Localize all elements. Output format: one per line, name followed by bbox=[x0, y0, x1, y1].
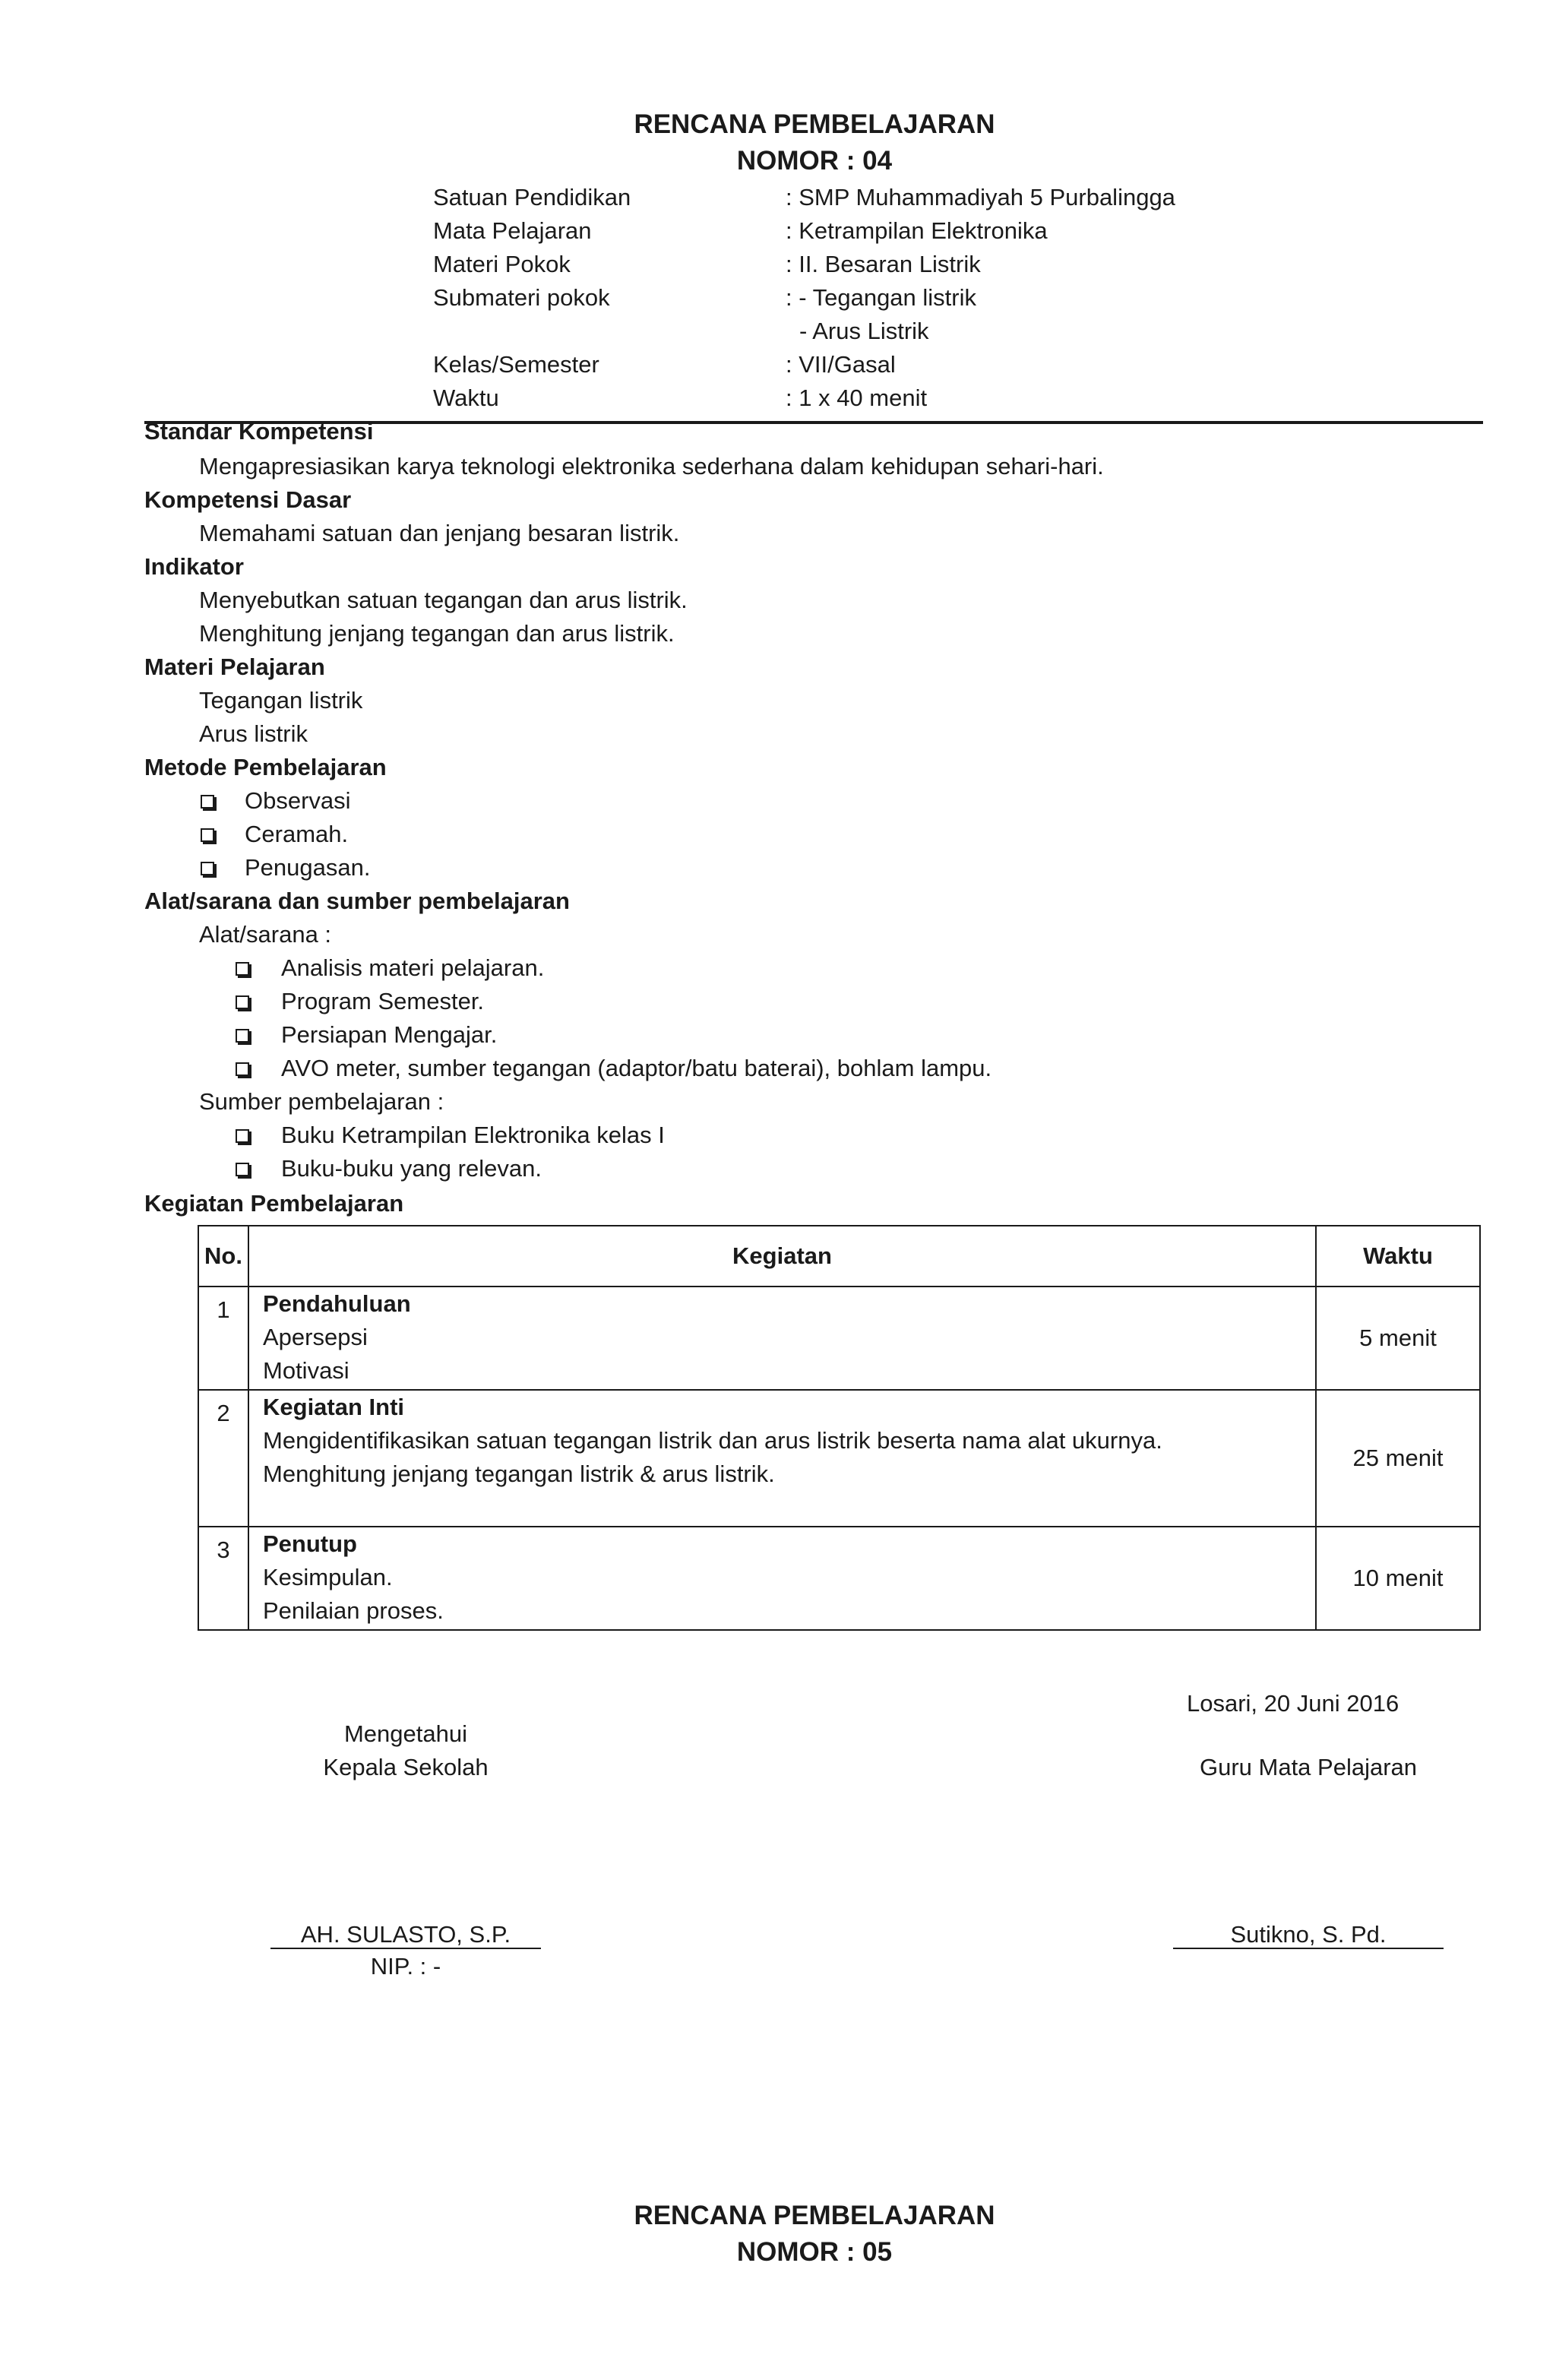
info-value-kelas: : VII/Gasal bbox=[786, 351, 896, 378]
info-label-kelas: Kelas/Semester bbox=[433, 351, 599, 378]
row-activity bbox=[248, 1527, 1316, 1630]
row-number: 2 bbox=[198, 1390, 248, 1527]
alat-item: Program Semester. bbox=[281, 988, 485, 1014]
table-row bbox=[198, 1527, 1480, 1630]
info-value-mapel: : Ketrampilan Elektronika bbox=[786, 217, 1048, 244]
alat-label: Alat/sarana : bbox=[199, 921, 332, 948]
materi-item: Arus listrik bbox=[199, 720, 308, 747]
checkbox-bullet-icon bbox=[236, 1129, 249, 1143]
signature-left-line2: Kepala Sekolah bbox=[323, 1754, 489, 1780]
metode-heading: Metode Pembelajaran bbox=[144, 754, 387, 780]
metode-item: Ceramah. bbox=[245, 821, 349, 847]
signature-left-line1: Mengetahui bbox=[343, 1720, 467, 1747]
info-label-submateri: Submateri pokok bbox=[433, 284, 610, 311]
materi-item: Tegangan listrik bbox=[199, 687, 363, 714]
checkbox-bullet-icon bbox=[201, 795, 214, 809]
next-document-title: RENCANA PEMBELAJARAN bbox=[634, 2201, 995, 2230]
row-number: 3 bbox=[198, 1527, 248, 1630]
metode-item: Penugasan. bbox=[245, 854, 371, 881]
table-header-row bbox=[198, 1226, 1480, 1287]
teacher-name: Sutikno, S. Pd. bbox=[1230, 1921, 1387, 1948]
metode-item: Observasi bbox=[245, 787, 351, 814]
info-value-materi: : II. Besaran Listrik bbox=[786, 251, 981, 277]
checkbox-bullet-icon bbox=[236, 1163, 249, 1176]
principal-name: AH. SULASTO, S.P. bbox=[300, 1921, 511, 1948]
info-value-satuan: : SMP Muhammadiyah 5 Purbalingga bbox=[786, 184, 1175, 210]
checkbox-bullet-icon bbox=[236, 1029, 249, 1043]
column-header-kegiatan: Kegiatan bbox=[248, 1226, 1316, 1287]
table-row bbox=[198, 1390, 1480, 1527]
kegiatan-heading: Kegiatan Pembelajaran bbox=[144, 1190, 404, 1217]
activity-line: Penilaian proses. bbox=[263, 1597, 444, 1624]
activity-line: Mengidentifikasikan satuan tegangan listrik dan arus listrik beserta nama alat ukurnya. bbox=[263, 1427, 1162, 1454]
activity-line: Menghitung jenjang tegangan listrik & arus listrik. bbox=[263, 1461, 775, 1487]
row-number: 1 bbox=[198, 1287, 248, 1390]
activity-title: Pendahuluan bbox=[263, 1290, 411, 1317]
standar-kompetensi-text: Mengapresiasikan karya teknologi elektronika sederhana dalam kehidupan sehari-hari. bbox=[199, 453, 1104, 479]
document-number: NOMOR : 04 bbox=[736, 146, 893, 176]
info-label-satuan: Satuan Pendidikan bbox=[433, 184, 631, 210]
checkbox-bullet-icon bbox=[236, 962, 249, 976]
alat-item: Analisis materi pelajaran. bbox=[281, 954, 545, 981]
activity-line: Apersepsi bbox=[263, 1324, 368, 1350]
row-time: 5 menit bbox=[1316, 1287, 1480, 1390]
kegiatan-table bbox=[198, 1225, 1481, 1631]
kompetensi-dasar-heading: Kompetensi Dasar bbox=[144, 486, 352, 513]
activity-line: Motivasi bbox=[263, 1357, 349, 1384]
checkbox-bullet-icon bbox=[201, 828, 214, 842]
row-time: 25 menit bbox=[1316, 1390, 1480, 1527]
sumber-item: Buku-buku yang relevan. bbox=[281, 1155, 542, 1182]
document-title: RENCANA PEMBELAJARAN bbox=[634, 109, 995, 139]
indikator-heading: Indikator bbox=[144, 553, 244, 580]
next-document-number: NOMOR : 05 bbox=[736, 2237, 893, 2267]
info-value-waktu: : 1 x 40 menit bbox=[786, 385, 928, 411]
row-activity bbox=[248, 1390, 1316, 1527]
sumber-label: Sumber pembelajaran : bbox=[199, 1088, 444, 1115]
activity-title: Penutup bbox=[263, 1530, 357, 1557]
info-label-mapel: Mata Pelajaran bbox=[433, 217, 592, 244]
activity-title: Kegiatan Inti bbox=[263, 1394, 405, 1420]
row-time: 10 menit bbox=[1316, 1527, 1480, 1630]
info-label-materi: Materi Pokok bbox=[433, 251, 571, 277]
kompetensi-dasar-text: Memahami satuan dan jenjang besaran listrik. bbox=[199, 520, 680, 546]
checkbox-bullet-icon bbox=[236, 995, 249, 1009]
column-header-waktu: Waktu bbox=[1316, 1226, 1480, 1287]
signature-right-line: Guru Mata Pelajaran bbox=[1199, 1754, 1418, 1780]
alat-heading: Alat/sarana dan sumber pembelajaran bbox=[144, 888, 570, 914]
sumber-item: Buku Ketrampilan Elektronika kelas I bbox=[281, 1122, 665, 1148]
materi-heading: Materi Pelajaran bbox=[144, 654, 325, 680]
place-date: Losari, 20 Juni 2016 bbox=[1187, 1690, 1399, 1717]
principal-signature-line bbox=[270, 1948, 541, 1949]
alat-item: Persiapan Mengajar. bbox=[281, 1021, 498, 1048]
standar-kompetensi-heading: Standar Kompetensi bbox=[144, 418, 374, 445]
column-header-no: No. bbox=[198, 1226, 248, 1287]
checkbox-bullet-icon bbox=[236, 1062, 249, 1076]
activity-line: Kesimpulan. bbox=[263, 1564, 393, 1590]
teacher-signature-line bbox=[1173, 1948, 1444, 1949]
info-label-waktu: Waktu bbox=[433, 385, 499, 411]
checkbox-bullet-icon bbox=[201, 862, 214, 875]
principal-nip: NIP. : - bbox=[370, 1953, 441, 1980]
indikator-item: Menghitung jenjang tegangan dan arus listrik. bbox=[199, 620, 675, 647]
row-activity bbox=[248, 1287, 1316, 1390]
info-value-submateri: : - Tegangan listrik bbox=[786, 284, 976, 311]
table-row bbox=[198, 1287, 1480, 1390]
info-value-submateri-2: - Arus Listrik bbox=[799, 318, 929, 344]
alat-item: AVO meter, sumber tegangan (adaptor/batu baterai), bohlam lampu. bbox=[281, 1055, 992, 1081]
indikator-item: Menyebutkan satuan tegangan dan arus listrik. bbox=[199, 587, 688, 613]
